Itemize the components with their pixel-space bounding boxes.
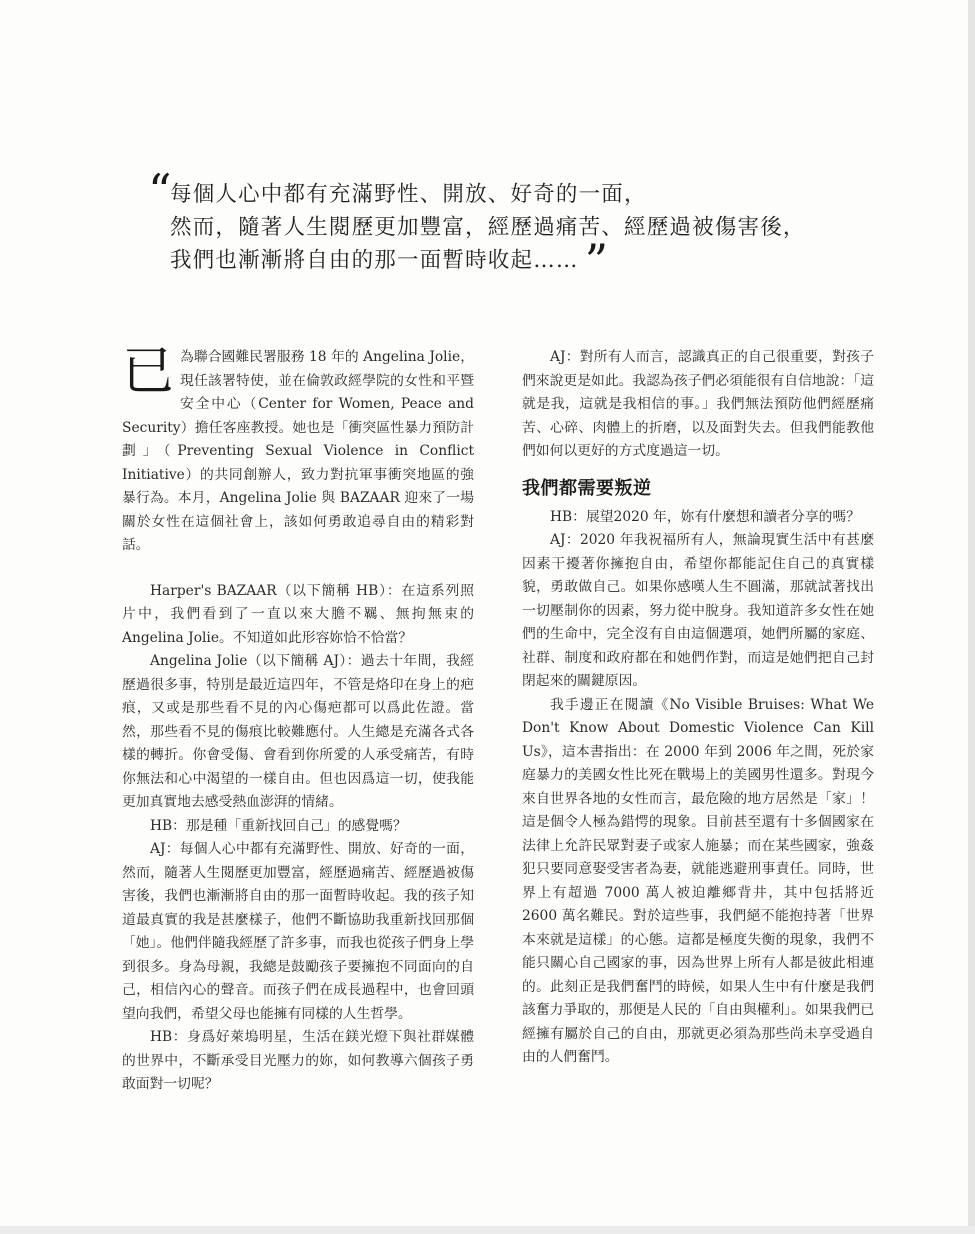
paragraph-spacer	[122, 558, 474, 580]
intro-text: 為聯合國難民署服務 18 年的 Angelina Jolie，現任該署特使，並在倫敦政經學院的女性和平暨安全中心（Center for Women, Peace and Security）擔任客座教授。她也是「衝突區性暴力預防計劃」（Preventing Sexual Violence in Conflict Initiative）的共同創辦人，致力對抗軍事衝突地區的強暴行為。本月，Angelina Jolie 與 BAZAAR 迎來了一場關於女性在這個社會上，該如何勇敢追尋自由的精彩對話。	[122, 349, 474, 553]
section-spacer	[522, 464, 874, 476]
interview-paragraph-8: AJ：2020 年我祝福所有人，無論現實生活中有甚麼因素干擾著你擁抱自由，希望你都能記住自己的真實樣貌，勇敢做自己。如果你感嘆人生不圓滿，那就試著找出一切壓制你的因素，努力從中脫身。我知道許多女性在她們的生命中，完全沒有自由這個選項，她們所屬的家庭、社群、制度和政府都在和她們作對，而這是她們把自己封閉起來的關鍵原因。	[522, 532, 874, 689]
pull-quote	[148, 164, 888, 288]
interview-paragraph-7: HB：展望2020 年，妳有什麼想和讀者分享的嗎？	[550, 508, 861, 525]
intro-paragraph	[122, 342, 474, 558]
pull-quote-line-3	[170, 234, 888, 288]
pull-quote-line-2: 然而，隨著人生閱歷更加豐富，經歷過痛苦、經歷過被傷害後，	[170, 215, 806, 240]
pull-quote-line-3-text: 我們也漸漸將自由的那一面暫時收起……	[170, 248, 579, 273]
interview-paragraph-9: 我手邊正在閱讀《No Visible Bruises: What We Don't Know About Domestic Violence Can Kill Us》，這本書指出：在 2000 年到 2006 年之間，死於家庭暴力的美國女性比死在戰場上的美國男性還多。對現今來自世界各地的女性而言，最危險的地方居然是「家」！這是個令人極為錯愕的現象。目前甚至還有十多個國家在法律上允許民眾對妻子或家人施暴；而在某些國家，強姦犯只要同意娶受害者為妻，就能逃避刑事責任。同時，世界上有超過 7000 萬人被迫離鄉背井，其中包括將近 2600 萬名難民。對於這些事，我們絕不能抱持著「世界本來就是這樣」的心態。這都是極度失衡的現象，我們不能只關心自己國家的事，因為世界上所有人都是彼此相連的。此刻正是我們奮鬥的時候，如果人生中有什麼是我們該奮力爭取的，那便是人民的「自由與權利」。如果我們已經擁有屬於自己的自由，那就更必須為那些尚未享受過自由的人們奮鬥。	[522, 696, 874, 1065]
quote-open-mark: “	[148, 164, 172, 218]
interview-paragraph-6: AJ：對所有人而言，認識真正的自己很重要，對孩子們來說更是如此。我認為孩子們必須能很有自信地說：「這就是我，這就是我相信的事。」我們無法預防他們經歷痛苦、心碎、肉體上的折磨，以及面對失去。但我們能教他們如何以更好的方式度過這一切。	[522, 349, 874, 459]
page-edge-bottom	[0, 1226, 975, 1234]
section-heading: 我們都需要叛逆	[522, 477, 652, 499]
interview-paragraph-3: HB：那是種「重新找回自己」的感覺嗎？	[150, 817, 407, 834]
interview-paragraph-5: HB：身爲好萊塢明星，生活在鎂光燈下與社群媒體的世界中，不斷承受目光壓力的妳，如何教導六個孩子勇敢面對一切呢？	[122, 1029, 474, 1092]
interview-paragraph-1: Harper's BAZAAR（以下簡稱 HB）：在這系列照片中，我們看到了一直以來大膽不羈、無拘無束的 Angelina Jolie。不知道如此形容妳恰不恰當？	[122, 582, 474, 646]
pull-quote-line-1: 每個人心中都有充滿野性、開放、好奇的一面，	[170, 182, 647, 207]
interview-paragraph-2: Angelina Jolie（以下簡稱 AJ）：過去十年間，我經歷過很多事，特別是最近這四年，不管是烙印在身上的疤痕，又或是那些看不見的內心傷疤都可以爲此佐證。當然，那些看不見的傷痕比較難應付。人生總是充滿各式各樣的轉折。你會受傷、會看到你所愛的人承受痛苦，有時你無法和心中渴望的一樣自由。但也因爲這一切，使我能更加真實地去感受熱血澎湃的情緒。	[122, 653, 474, 810]
interview-paragraph-4: AJ：每個人心中都有充滿野性、開放、好奇的一面，然而，隨著人生閱歷更加豐富，經歷過痛苦、經歷過被傷害後，我們也漸漸將自由的那一面暫時收起。我的孩子知道最真實的我是甚麼樣子，他們不斷協助我重新找回那個「她」。他們伴隨我經歷了許多事，而我也從孩子們身上學到很多。身為母親，我總是鼓勵孩子要擁抱不同面向的自己，相信內心的聲音。而孩子們在成長過程中，也會回頭望向我們，希望父母也能擁有同樣的人生哲學。	[122, 841, 474, 1022]
article-column-right	[522, 346, 874, 1070]
article-column-left	[122, 342, 474, 1097]
drop-cap: 已	[122, 342, 175, 402]
quote-close-mark: ”	[584, 234, 610, 288]
page-edge-right	[968, 0, 975, 1234]
